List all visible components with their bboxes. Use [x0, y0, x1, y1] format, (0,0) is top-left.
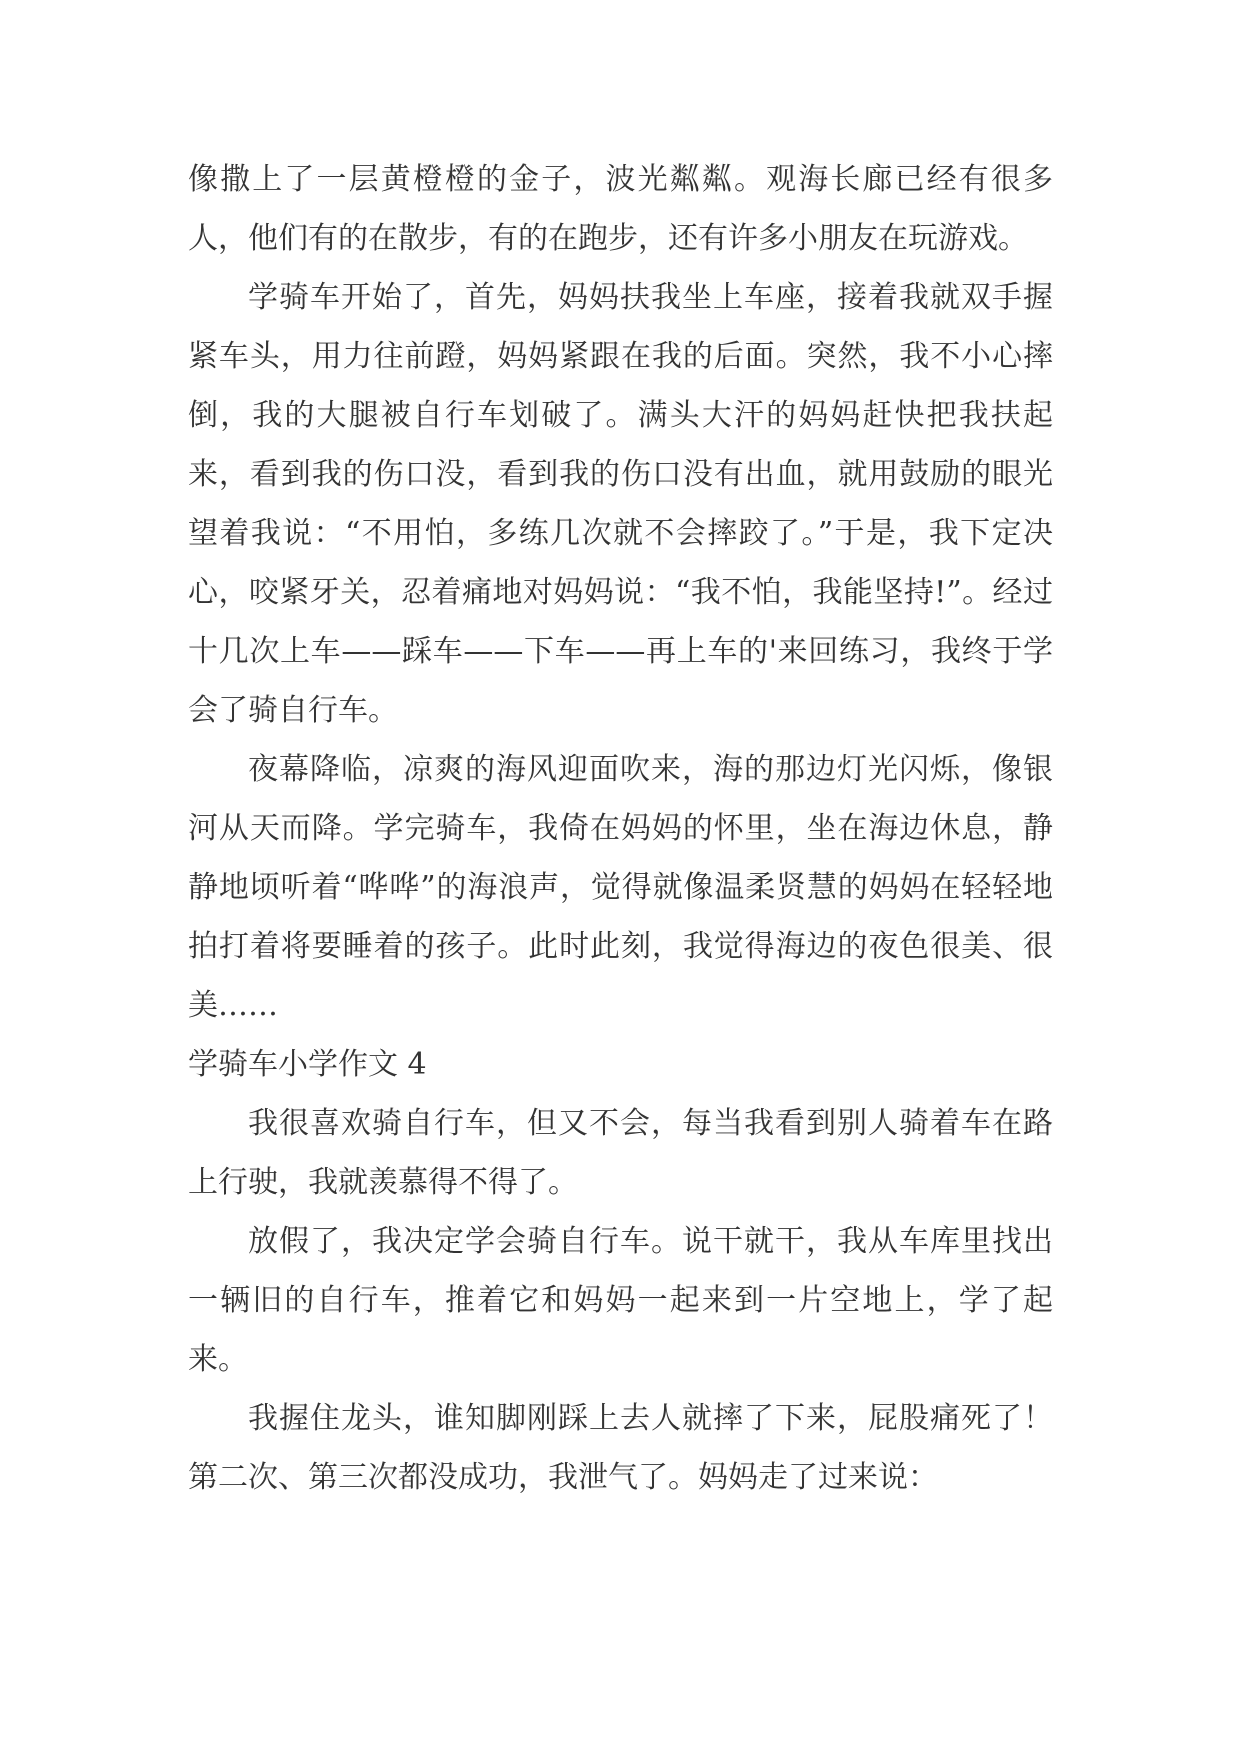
paragraph-2: 学骑车开始了，首先，妈妈扶我坐上车座，接着我就双手握紧车头，用力往前蹬，妈妈紧跟在我的后面。突然，我不小心摔倒，我的大腿被自行车划破了。满头大汗的妈妈赶快把我扶起来，看到我的伤口没，看到我的伤口没有出血，就用鼓励的眼光望着我说：“不用怕，多练几次就不会摔跤了。”于是，我下定决心，咬紧牙关，忍着痛地对妈妈说：“我不怕，我能坚持!”。经过十几次上车——踩车——下车——再上车的'来回练习，我终于学会了骑自行车。	[188, 280, 1053, 728]
paragraph-4: 我很喜欢骑自行车，但又不会，每当我看到别人骑着车在路上行驶，我就羡慕得不得了。	[188, 1106, 1053, 1200]
paragraph-3: 夜幕降临，凉爽的海风迎面吹来，海的那边灯光闪烁，像银河从天而降。学完骑车，我倚在妈妈的怀里，坐在海边休息，静静地顷听着“哗哗”的海浪声，觉得就像温柔贤慧的妈妈在轻轻地拍打着将要睡着的孩子。此时此刻，我觉得海边的夜色很美、很美……	[188, 752, 1053, 1023]
paragraph-5: 放假了，我决定学会骑自行车。说干就干，我从车库里找出一辆旧的自行车，推着它和妈妈一起来到一片空地上，学了起来。	[188, 1224, 1053, 1377]
paragraph-1: 像撒上了一层黄橙橙的金子，波光粼粼。观海长廊已经有很多人，他们有的在散步，有的在跑步，还有许多小朋友在玩游戏。	[188, 162, 1053, 256]
paragraph-6: 我握住龙头，谁知脚刚踩上去人就摔了下来，屁股痛死了！第二次、第三次都没成功，我泄气了。妈妈走了过来说：	[188, 1401, 1053, 1495]
document-body	[188, 150, 1053, 1507]
section-title: 学骑车小学作文 4	[188, 1047, 427, 1082]
